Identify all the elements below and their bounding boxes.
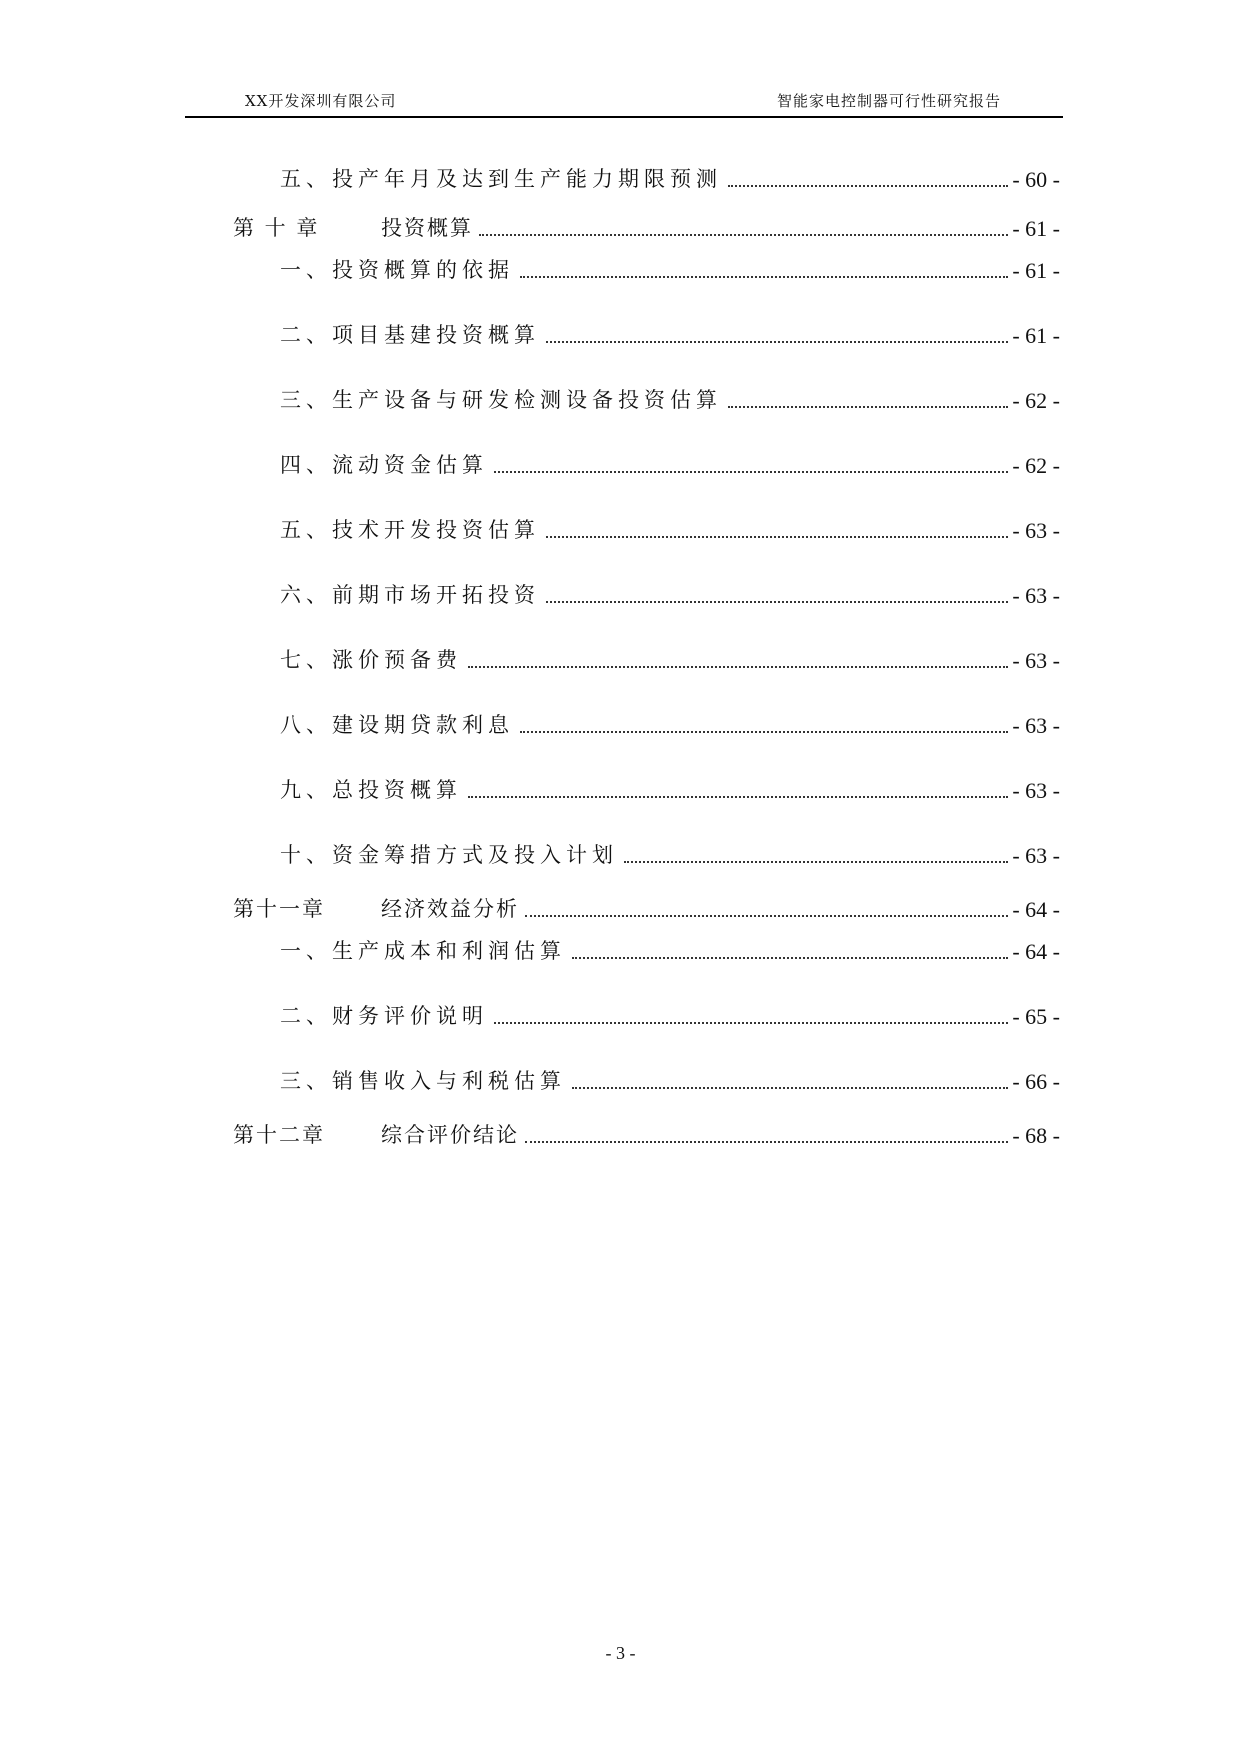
toc-entry[interactable] <box>280 709 1060 739</box>
toc-entry-label: 五、技术开发投资估算 <box>280 518 540 542</box>
toc-chapter-number: 第十二章 <box>233 1123 325 1147</box>
toc-leader <box>546 536 1008 538</box>
toc-chapter[interactable] <box>233 212 1060 242</box>
toc-page-number: - 63 - <box>1012 713 1060 738</box>
toc-entry-label: 九、总投资概算 <box>280 778 462 802</box>
toc-entry-label: 二、项目基建投资概算 <box>280 323 540 347</box>
toc-entry-label: 五、投产年月及达到生产能力期限预测 <box>280 167 722 191</box>
toc-entry[interactable] <box>280 1065 1060 1095</box>
toc-entry-label: 三、销售收入与利税估算 <box>280 1069 566 1093</box>
toc-chapter-title: 经济效益分析 <box>381 897 519 921</box>
toc-entry-label: 七、涨价预备费 <box>280 648 462 672</box>
toc-leader <box>624 861 1008 863</box>
toc-entry-label: 三、生产设备与研发检测设备投资估算 <box>280 388 722 412</box>
toc-page-number: - 61 - <box>1012 258 1060 283</box>
toc-entry[interactable] <box>280 839 1060 869</box>
page-header <box>185 88 1063 118</box>
toc-entry[interactable] <box>280 319 1060 349</box>
toc-entry[interactable] <box>280 1000 1060 1030</box>
toc-chapter-number: 第 十 章 <box>233 216 320 240</box>
toc-entry[interactable] <box>280 384 1060 414</box>
toc-entry[interactable] <box>280 644 1060 674</box>
toc-leader <box>468 796 1008 798</box>
toc-leader <box>572 1087 1008 1089</box>
toc-chapter-number: 第十一章 <box>233 897 325 921</box>
toc-page-number: - 60 - <box>1012 167 1060 192</box>
toc-leader <box>479 234 1008 236</box>
toc-page-number: - 62 - <box>1012 453 1060 478</box>
toc-page-number: - 63 - <box>1012 843 1060 868</box>
toc-page-number: - 63 - <box>1012 518 1060 543</box>
toc-page-number: - 68 - <box>1012 1123 1060 1148</box>
toc-entry-label: 一、生产成本和利润估算 <box>280 939 566 963</box>
toc-page-number: - 64 - <box>1012 897 1060 922</box>
page-footer <box>0 1643 1241 1664</box>
toc-chapter[interactable] <box>233 893 1060 923</box>
toc-leader <box>572 957 1008 959</box>
toc-entry[interactable] <box>280 774 1060 804</box>
toc-page-number: - 63 - <box>1012 583 1060 608</box>
toc-page-number: - 61 - <box>1012 323 1060 348</box>
toc-entry[interactable] <box>280 514 1060 544</box>
toc-leader <box>525 1141 1008 1143</box>
toc-leader <box>494 1022 1008 1024</box>
toc-entry[interactable] <box>280 579 1060 609</box>
toc-page-number: - 65 - <box>1012 1004 1060 1029</box>
toc-entry-label: 四、流动资金估算 <box>280 453 488 477</box>
toc-page-number: - 64 - <box>1012 939 1060 964</box>
header-report-title: 智能家电控制器可行性研究报告 <box>776 92 1001 110</box>
toc-page-number: - 63 - <box>1012 648 1060 673</box>
header-company: XX开发深圳有限公司 <box>245 92 397 110</box>
toc-leader <box>468 666 1008 668</box>
toc-entry-label: 八、建设期贷款利息 <box>280 713 514 737</box>
toc-entry-label: 二、财务评价说明 <box>280 1004 488 1028</box>
toc-chapter-title: 投资概算 <box>381 216 473 240</box>
toc-leader <box>546 601 1008 603</box>
toc-chapter-title: 综合评价结论 <box>381 1123 519 1147</box>
toc-page-number: - 66 - <box>1012 1069 1060 1094</box>
toc-chapter[interactable] <box>233 1119 1060 1149</box>
toc-entry-label: 六、前期市场开拓投资 <box>280 583 540 607</box>
toc-entry[interactable] <box>280 935 1060 965</box>
toc-entry[interactable] <box>280 163 1060 193</box>
toc-leader <box>520 276 1008 278</box>
toc-leader <box>728 185 1008 187</box>
toc-page-number: - 62 - <box>1012 388 1060 413</box>
toc-entry-label: 十、资金筹措方式及投入计划 <box>280 843 618 867</box>
toc-page-number: - 61 - <box>1012 216 1060 241</box>
toc-entry-label: 一、投资概算的依据 <box>280 258 514 282</box>
toc-leader <box>520 731 1008 733</box>
toc-leader <box>728 406 1008 408</box>
toc-leader <box>525 915 1008 917</box>
toc-leader <box>546 341 1008 343</box>
toc-entry[interactable] <box>280 449 1060 479</box>
toc-leader <box>494 471 1008 473</box>
page-number: - 3 - <box>605 1643 636 1663</box>
toc-entry[interactable] <box>280 254 1060 284</box>
toc-page-number: - 63 - <box>1012 778 1060 803</box>
